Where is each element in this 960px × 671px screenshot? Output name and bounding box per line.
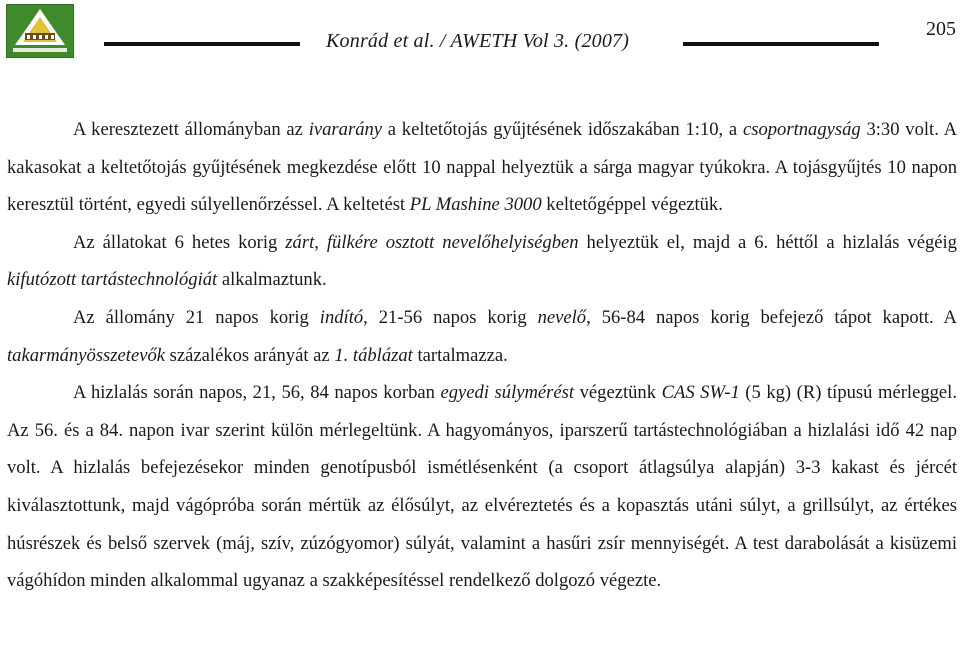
italic-term: indító, bbox=[319, 306, 368, 328]
page-number: 205 bbox=[926, 18, 956, 40]
italic-term: takarmányösszetevők bbox=[7, 344, 166, 366]
paragraph-text: a keltetőtojás gyűjtésének időszakában 1:10, a bbox=[382, 119, 743, 140]
paragraph-text: alkalmaztunk. bbox=[217, 269, 327, 291]
paragraph-text: (5 kg) (R) típusú mérleggel. Az 56. és a 84. napon ivar szerint külön mérlegeltünk. A hagyományos, iparszerű tartástechnológiában a hizlalási idő 42 nap volt. A hizlalás befejezésekor minden genotípusból ismétlésenként (a csoport átlagsúlya alapján) 3-3 kakast és jércét kiválasztottunk, majd vágópróba során mértük az élősúlyt, az elvéreztetés és a kopasztás utáni súlyt, a grillsúlyt, az értékes húsrészek és belső szervek (máj, szív, zúzógyomor) súlyát, valamint a hasűri zsír mennyiségét. A test darabolását a kisüzemi vágóhídon minden alkalommal ugyanaz a szakképesítéssel rendelkező dolgozó végezte. bbox=[7, 382, 957, 592]
paragraph bbox=[7, 299, 957, 374]
italic-term: csoportnagyság bbox=[742, 119, 861, 140]
italic-term: PL Mashine 3000 bbox=[409, 194, 542, 216]
paragraph bbox=[7, 224, 957, 299]
paragraph-text: Az állomány 21 napos korig bbox=[73, 306, 320, 328]
italic-term: egyedi súlymérést bbox=[440, 382, 575, 404]
paragraph-text: Az állatokat 6 hetes korig bbox=[73, 231, 286, 253]
italic-term: zárt, fülkére osztott nevelőhelyiségben bbox=[285, 231, 579, 253]
header-rule-right bbox=[683, 42, 879, 46]
italic-term: kifutózott tartástechnológiát bbox=[7, 269, 218, 291]
paragraph-text: 21-56 napos korig bbox=[367, 306, 538, 328]
paragraph-text: végeztünk bbox=[574, 382, 662, 404]
paragraph bbox=[7, 374, 957, 600]
paragraph-text: százalékos arányát az bbox=[165, 344, 335, 366]
paragraph-text: A keresztezett állományban az bbox=[73, 119, 309, 140]
running-head: Konrád et al. / AWETH Vol 3. (2007) bbox=[326, 30, 630, 52]
italic-term: ivararány bbox=[308, 119, 383, 140]
paragraph-text: keltetőgéppel végeztük. bbox=[541, 194, 723, 216]
paragraph bbox=[7, 111, 957, 224]
paragraph-text: tartalmazza. bbox=[412, 344, 508, 366]
paragraph-text: 3:30 volt. A kakasokat a keltetőtojás gyűjtésének megkezdése előtt 10 nappal helyeztük a sárga magyar tyúkokra. A tojásgyűjtés 10 napon keresztül történt, egyedi súlyellenőrzéssel. A keltetést bbox=[7, 119, 958, 216]
header-rule-left bbox=[104, 42, 300, 46]
paragraph-text: helyeztük el, majd a 6. héttől a hizlalás végéig bbox=[578, 231, 957, 253]
body-text bbox=[7, 111, 957, 600]
paragraph-text: A hizlalás során napos, 21, 56, 84 napos korban bbox=[73, 382, 441, 404]
paragraph-text: , 56-84 napos korig befejező tápot kapott. A bbox=[586, 306, 957, 328]
italic-term: CAS SW-1 bbox=[661, 382, 740, 404]
italic-term: nevelő bbox=[537, 306, 587, 328]
italic-term: 1. táblázat bbox=[334, 344, 413, 366]
journal-logo-icon bbox=[6, 4, 74, 58]
